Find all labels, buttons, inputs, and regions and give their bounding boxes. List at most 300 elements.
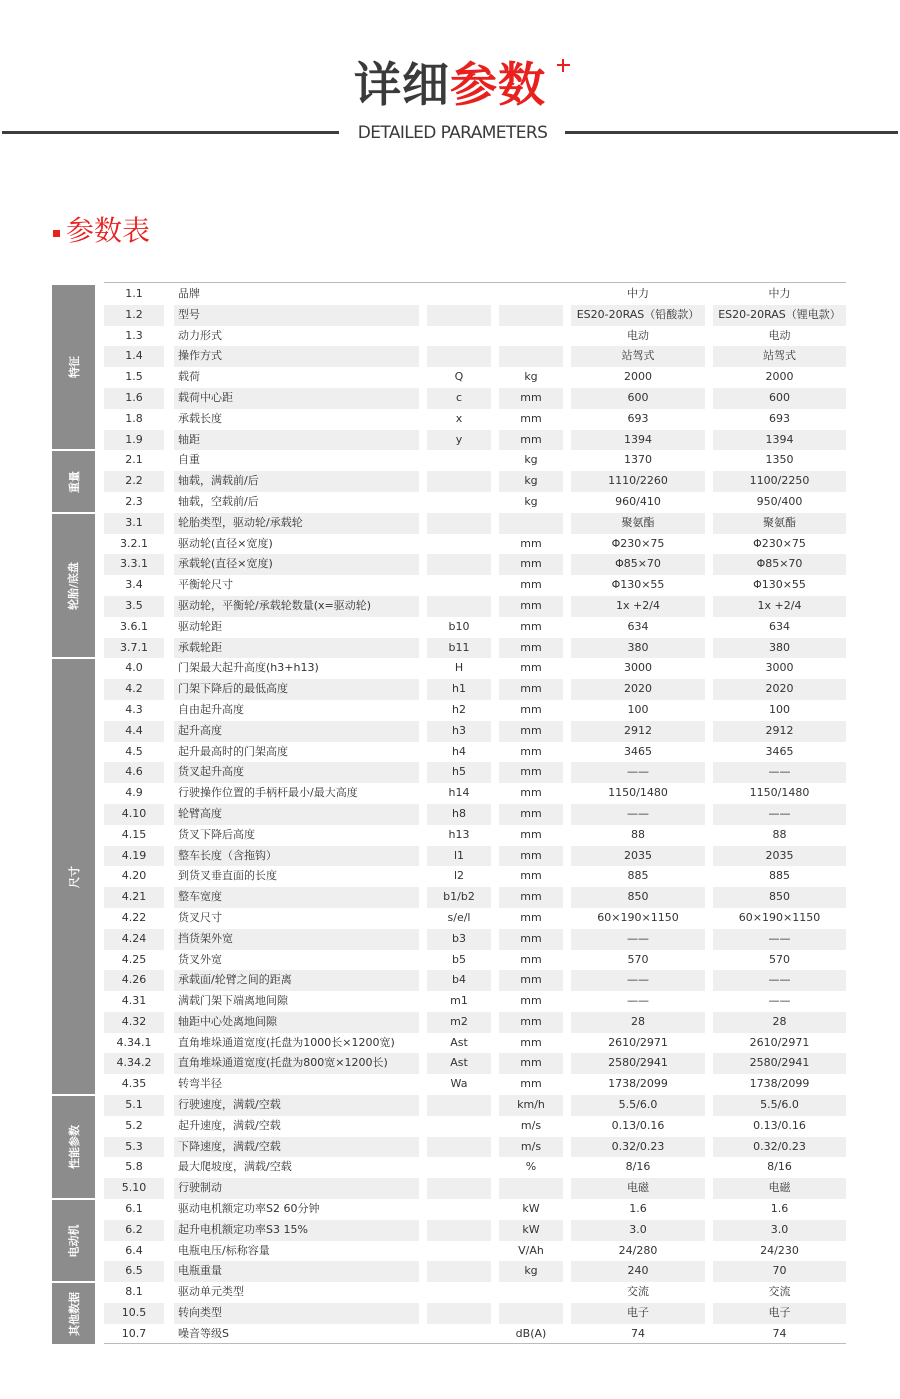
cell-param-name: 直角堆垛通道宽度(托盘为800宽×1200长) <box>174 1053 419 1074</box>
cell-unit: mm <box>499 1053 563 1074</box>
cell-param-name: 驱动电机额定功率S2 60分钟 <box>178 1202 320 1216</box>
cell-unit: kg <box>499 471 563 492</box>
cell-item-no: 4.5 <box>125 744 143 758</box>
category-text: 轮胎/底盘 <box>67 561 81 610</box>
cell-value-lead-acid: 634 <box>627 619 649 633</box>
cell-value-lithium: 8/16 <box>767 1160 792 1174</box>
cell-unit: mm <box>520 1035 542 1049</box>
cell-unit: mm <box>520 411 542 425</box>
cell-param-name: 型号 <box>174 305 419 326</box>
cell-symbol: c <box>427 388 491 409</box>
table-row <box>104 1137 846 1158</box>
cell-unit: mm <box>520 786 542 800</box>
cell-param-name: 轮臂高度 <box>174 804 419 825</box>
cell-item-no: 3.6.1 <box>120 619 148 633</box>
cell-symbol: l2 <box>453 869 465 883</box>
cell-item-no: 4.2 <box>104 679 164 700</box>
category-text: 尺寸 <box>67 865 81 888</box>
table-row <box>104 1074 846 1095</box>
cell-symbol: b10 <box>448 619 470 633</box>
cell-symbol <box>427 1157 491 1178</box>
cell-param-name: 电瓶电压/标称容量 <box>178 1243 270 1257</box>
title-text <box>354 56 546 116</box>
cell-value-lead-acid: 60×190×1150 <box>597 910 679 924</box>
cell-unit <box>499 1303 563 1324</box>
cell-param-name: 驱动轮(直径×宽度) <box>178 536 273 550</box>
page-subtitle: DETAILED PARAMETERS <box>357 123 548 143</box>
table-row <box>104 721 846 742</box>
cell-symbol: h14 <box>448 786 470 800</box>
cell-value-lithium: 950/400 <box>756 494 803 508</box>
cell-value-lithium: 3465 <box>765 744 794 758</box>
cell-value-lithium: —— <box>713 929 846 950</box>
cell-unit: mm <box>499 388 563 409</box>
cell-item-no: 4.26 <box>104 970 164 991</box>
cell-param-name: 驱动轮，平衡轮/承载轮数量(x=驱动轮) <box>174 596 419 617</box>
table-row <box>104 1095 846 1116</box>
cell-unit: V/Ah <box>518 1243 544 1257</box>
cell-item-no: 10.5 <box>104 1303 164 1324</box>
cell-item-no: 4.32 <box>104 1012 164 1033</box>
cell-value-lithium: —— <box>713 970 846 991</box>
table-row <box>104 804 846 825</box>
title-part-red: 参数 <box>450 58 546 113</box>
cell-symbol <box>427 1261 491 1282</box>
cell-item-no: 4.10 <box>104 804 164 825</box>
cell-value-lead-acid: 交流 <box>627 1285 649 1299</box>
cell-param-name: 门架最大起升高度(h3+h13) <box>178 661 319 675</box>
table-row <box>104 950 846 971</box>
cell-param-name: 轴载，空载前/后 <box>178 494 259 508</box>
cell-value-lithium: 3000 <box>765 661 794 675</box>
cell-param-name: 噪音等级S <box>178 1326 229 1340</box>
cell-symbol <box>427 1220 491 1241</box>
cell-symbol: h13 <box>448 827 470 841</box>
cell-symbol: b5 <box>452 952 466 966</box>
cell-value-lead-acid: 聚氨酯 <box>571 513 705 534</box>
cell-value-lithium: 交流 <box>768 1285 791 1299</box>
cell-value-lead-acid: 693 <box>627 411 649 425</box>
cell-symbol: s/e/l <box>447 910 471 924</box>
cell-value-lead-acid: —— <box>571 970 705 991</box>
cell-symbol <box>427 1241 491 1262</box>
cell-unit: mm <box>499 554 563 575</box>
cell-param-name: 整车长度（含拖钩） <box>174 846 419 867</box>
cell-value-lithium: 中力 <box>768 287 791 300</box>
category-text: 电动机 <box>67 1224 81 1258</box>
cell-unit <box>499 284 563 305</box>
cell-unit: m/s <box>499 1137 563 1158</box>
cell-param-name: 承载面/轮臂之间的距离 <box>174 970 419 991</box>
cell-symbol: m1 <box>450 994 468 1008</box>
cell-value-lead-acid: 3000 <box>624 661 652 675</box>
cell-item-no: 1.5 <box>125 370 143 384</box>
cell-value-lead-acid: 2020 <box>571 679 705 700</box>
cell-value-lithium: 380 <box>713 638 846 659</box>
cell-item-no: 5.8 <box>125 1160 143 1174</box>
cell-param-name: 操作方式 <box>174 346 419 367</box>
table-row <box>104 284 846 305</box>
cell-value-lead-acid: 240 <box>571 1261 705 1282</box>
table-row <box>104 554 846 575</box>
divider-right <box>565 131 898 134</box>
cell-param-name: 动力形式 <box>178 328 222 342</box>
cell-value-lead-acid: 5.5/6.0 <box>571 1095 705 1116</box>
cell-param-name: 起升速度，满载/空载 <box>178 1118 281 1132</box>
table-row <box>104 638 846 659</box>
table-row <box>104 367 846 388</box>
cell-value-lithium: 2020 <box>713 679 846 700</box>
cell-unit: mm <box>520 619 542 633</box>
table-row <box>104 1324 846 1345</box>
cell-item-no: 5.1 <box>104 1095 164 1116</box>
table-row <box>104 783 846 804</box>
cell-item-no: 3.1 <box>104 513 164 534</box>
cell-symbol: b4 <box>427 970 491 991</box>
cell-value-lead-acid: 站驾式 <box>571 346 705 367</box>
cell-item-no: 6.2 <box>104 1220 164 1241</box>
table-bottom-border <box>104 1343 846 1344</box>
cell-value-lead-acid: 电动 <box>627 328 649 342</box>
cell-symbol: b3 <box>427 929 491 950</box>
cell-value-lithium: 2912 <box>713 721 846 742</box>
cell-unit: mm <box>520 744 542 758</box>
cell-item-no: 4.34.1 <box>116 1035 152 1049</box>
cell-param-name: 整车宽度 <box>174 887 419 908</box>
cell-param-name: 货叉起升高度 <box>174 762 419 783</box>
cell-symbol: b11 <box>427 638 491 659</box>
cell-param-name: 轮胎类型，驱动轮/承载轮 <box>174 513 419 534</box>
cell-value-lead-acid: Φ230×75 <box>611 536 665 550</box>
cell-value-lead-acid: 600 <box>571 388 705 409</box>
cell-value-lead-acid: 28 <box>571 1012 705 1033</box>
cell-value-lithium: Φ130×55 <box>753 578 806 592</box>
table-row <box>104 1053 846 1074</box>
cell-item-no: 6.1 <box>125 1202 143 1216</box>
cell-value-lithium: 聚氨酯 <box>713 513 846 534</box>
cell-symbol <box>427 284 491 305</box>
cell-symbol <box>427 471 491 492</box>
cell-param-name: 载荷 <box>178 370 200 384</box>
cell-value-lithium: 100 <box>769 702 790 716</box>
cell-unit: mm <box>520 1077 542 1091</box>
cell-item-no: 4.31 <box>121 994 147 1008</box>
cell-param-name: 转弯半径 <box>178 1077 222 1091</box>
cell-item-no: 4.9 <box>125 786 143 800</box>
cell-item-no: 4.25 <box>121 952 147 966</box>
cell-param-name: 驱动轮距 <box>178 619 222 633</box>
cell-value-lithium: 0.32/0.23 <box>713 1137 846 1158</box>
cell-unit: kg <box>499 1261 563 1282</box>
cell-item-no: 2.2 <box>104 471 164 492</box>
cell-value-lead-acid: —— <box>571 804 705 825</box>
cell-unit: mm <box>499 596 563 617</box>
cell-value-lead-acid: 960/410 <box>615 494 661 508</box>
cell-item-no: 1.1 <box>125 287 143 300</box>
cell-param-name: 到货叉垂直面的长度 <box>178 869 277 883</box>
cell-symbol <box>427 1324 491 1345</box>
cell-value-lead-acid: —— <box>571 929 705 950</box>
cell-symbol: x <box>455 411 463 425</box>
cell-unit: dB(A) <box>515 1326 547 1340</box>
table-row <box>104 326 846 347</box>
cell-value-lithium: 850 <box>713 887 846 908</box>
cell-symbol <box>427 305 491 326</box>
table-row <box>104 1199 846 1220</box>
cell-symbol <box>427 1116 491 1137</box>
cell-value-lead-acid: —— <box>627 994 649 1008</box>
cell-unit: mm <box>520 536 542 550</box>
table-row <box>104 1261 846 1282</box>
cell-param-name: 货叉尺寸 <box>178 910 222 924</box>
cell-item-no: 4.22 <box>121 910 147 924</box>
cell-value-lithium: 5.5/6.0 <box>713 1095 846 1116</box>
category-text: 特征 <box>67 356 81 379</box>
cell-value-lithium: 1150/1480 <box>749 786 810 800</box>
cell-param-name: 电瓶重量 <box>174 1261 419 1282</box>
category-label <box>52 659 95 1094</box>
cell-value-lead-acid: Φ85×70 <box>571 554 705 575</box>
cell-item-no: 5.10 <box>104 1178 164 1199</box>
cell-item-no: 3.5 <box>104 596 164 617</box>
cell-value-lead-acid: 1394 <box>571 430 705 451</box>
cell-value-lithium: 60×190×1150 <box>738 910 821 924</box>
cell-value-lithium: 1738/2099 <box>749 1077 810 1091</box>
table-top-border <box>104 282 846 283</box>
cell-value-lead-acid: 电子 <box>571 1303 705 1324</box>
cell-unit: kW <box>499 1220 563 1241</box>
title-part-dark: 详细 <box>354 58 450 113</box>
cell-symbol <box>427 575 491 596</box>
cell-value-lead-acid: 1370 <box>624 453 652 467</box>
cell-symbol: H <box>454 661 464 675</box>
cell-value-lithium: 88 <box>772 827 787 841</box>
cell-symbol <box>427 492 491 513</box>
cell-param-name: 品牌 <box>178 287 200 300</box>
cell-item-no: 6.4 <box>125 1243 143 1257</box>
cell-value-lead-acid: Φ130×55 <box>611 578 665 592</box>
cell-value-lithium: 600 <box>713 388 846 409</box>
cell-value-lead-acid: 1.6 <box>629 1202 647 1216</box>
cell-unit: % <box>525 1160 537 1174</box>
divider-left <box>2 131 339 134</box>
cell-param-name: 自重 <box>178 453 200 467</box>
cell-item-no: 4.6 <box>104 762 164 783</box>
cell-item-no: 3.4 <box>125 578 143 592</box>
cell-item-no: 2.1 <box>125 453 143 467</box>
cell-unit: mm <box>520 578 542 592</box>
category-label <box>52 1283 95 1343</box>
table-row <box>104 513 846 534</box>
cell-value-lead-acid: 100 <box>627 702 649 716</box>
table-row <box>104 1033 846 1054</box>
cell-value-lithium: 2035 <box>713 846 846 867</box>
cell-value-lithium: 1.6 <box>770 1202 789 1216</box>
cell-unit: mm <box>499 887 563 908</box>
cell-unit <box>499 1178 563 1199</box>
cell-unit: mm <box>499 1012 563 1033</box>
cell-symbol <box>427 1199 491 1220</box>
cell-unit: mm <box>499 846 563 867</box>
cell-value-lead-acid: 850 <box>571 887 705 908</box>
table-row <box>104 388 846 409</box>
cell-param-name: 行驶速度，满载/空载 <box>174 1095 419 1116</box>
cell-value-lithium: 634 <box>769 619 790 633</box>
cell-item-no: 1.3 <box>125 328 143 342</box>
cell-value-lithium: 1100/2250 <box>713 471 846 492</box>
cell-symbol <box>427 596 491 617</box>
table-row <box>104 1282 846 1303</box>
category-label <box>52 451 95 511</box>
cell-item-no: 8.1 <box>125 1285 143 1299</box>
cell-unit <box>499 326 563 347</box>
table-row <box>104 742 846 763</box>
category-text: 性能参数 <box>67 1125 81 1170</box>
cell-item-no: 1.2 <box>104 305 164 326</box>
square-bullet-icon <box>53 230 60 237</box>
cell-param-name: 轴载，满载前/后 <box>174 471 419 492</box>
table-row <box>104 658 846 679</box>
cell-value-lithium: 1350 <box>765 453 794 467</box>
table-row <box>104 970 846 991</box>
cell-value-lead-acid: 885 <box>627 869 649 883</box>
cell-value-lithium: 2000 <box>765 370 794 384</box>
table-row <box>104 471 846 492</box>
cell-value-lithium: 1x +2/4 <box>713 596 846 617</box>
cell-item-no: 4.0 <box>125 661 143 675</box>
cell-value-lithium: 885 <box>769 869 790 883</box>
cell-item-no: 6.5 <box>104 1261 164 1282</box>
category-label <box>52 1096 95 1198</box>
cell-value-lithium: 693 <box>769 411 790 425</box>
cell-value-lead-acid: 3465 <box>624 744 652 758</box>
cell-value-lithium: 3.0 <box>713 1220 846 1241</box>
cell-unit: mm <box>520 661 542 675</box>
cell-symbol <box>427 1303 491 1324</box>
cell-value-lead-acid: 电磁 <box>571 1178 705 1199</box>
cell-value-lead-acid: 0.32/0.23 <box>571 1137 705 1158</box>
cell-value-lead-acid: 2912 <box>571 721 705 742</box>
table-row <box>104 1178 846 1199</box>
cell-symbol: Q <box>454 370 464 384</box>
cell-item-no: 5.2 <box>125 1118 143 1132</box>
cell-value-lead-acid: 1110/2260 <box>571 471 705 492</box>
cell-unit: mm <box>520 952 542 966</box>
cell-symbol: Ast <box>450 1035 468 1049</box>
cell-unit: mm <box>499 721 563 742</box>
table-row <box>104 617 846 638</box>
cell-value-lithium: 站驾式 <box>713 346 846 367</box>
cell-item-no: 2.3 <box>125 494 143 508</box>
category-column <box>52 284 95 1343</box>
table-row <box>104 991 846 1012</box>
cell-param-name: 直角堆垛通道宽度(托盘为1000长×1200宽) <box>178 1035 395 1049</box>
table-row <box>104 700 846 721</box>
cell-value-lead-acid: 380 <box>571 638 705 659</box>
cell-unit: mm <box>499 638 563 659</box>
parameter-table <box>104 284 846 1345</box>
cell-value-lithium: 70 <box>713 1261 846 1282</box>
cell-item-no: 4.3 <box>125 702 143 716</box>
table-row <box>104 450 846 471</box>
cell-item-no: 4.4 <box>104 721 164 742</box>
cell-value-lithium: 电磁 <box>713 1178 846 1199</box>
table-row <box>104 1157 846 1178</box>
cell-symbol <box>427 1137 491 1158</box>
cell-item-no: 3.3.1 <box>104 554 164 575</box>
cell-unit: m/s <box>520 1118 542 1132</box>
cell-value-lithium: 24/230 <box>760 1243 799 1257</box>
cell-value-lithium: 电子 <box>713 1303 846 1324</box>
cell-value-lithium: 电动 <box>768 328 791 342</box>
cell-symbol <box>427 1282 491 1303</box>
cell-param-name: 门架下降后的最低高度 <box>174 679 419 700</box>
page-title <box>0 56 900 116</box>
cell-value-lead-acid: 8/16 <box>625 1160 651 1174</box>
cell-param-name: 转向类型 <box>174 1303 419 1324</box>
table-row <box>104 1241 846 1262</box>
cell-item-no: 1.6 <box>104 388 164 409</box>
table-row <box>104 866 846 887</box>
cell-value-lead-acid: 2000 <box>624 370 652 384</box>
cell-item-no: 5.3 <box>104 1137 164 1158</box>
cell-unit <box>499 346 563 367</box>
cell-value-lead-acid: 570 <box>627 952 649 966</box>
table-row <box>104 679 846 700</box>
table-row <box>104 1012 846 1033</box>
cell-unit: mm <box>520 994 542 1008</box>
cell-param-name: 挡货架外宽 <box>174 929 419 950</box>
cell-item-no: 10.7 <box>121 1326 147 1340</box>
cell-value-lithium: Φ230×75 <box>753 536 806 550</box>
cell-item-no: 4.21 <box>104 887 164 908</box>
cell-param-name: 轴距 <box>174 430 419 451</box>
table-row <box>104 346 846 367</box>
cell-symbol: h1 <box>427 679 491 700</box>
cell-unit: kW <box>522 1202 540 1216</box>
cell-unit: mm <box>499 679 563 700</box>
category-text: 重量 <box>67 470 81 493</box>
cell-item-no: 3.2.1 <box>120 536 148 550</box>
table-row <box>104 908 846 929</box>
cell-unit: kg <box>524 453 538 467</box>
table-row <box>104 596 846 617</box>
cell-unit <box>499 1282 563 1303</box>
cell-value-lithium: —— <box>768 994 791 1008</box>
table-row <box>104 1220 846 1241</box>
cell-param-name: 承载长度 <box>178 411 222 425</box>
cell-param-name: 起升高度 <box>174 721 419 742</box>
cell-value-lithium: —— <box>713 762 846 783</box>
cell-param-name: 下降速度，满载/空载 <box>174 1137 419 1158</box>
cell-symbol <box>427 1178 491 1199</box>
cell-value-lithium: 74 <box>772 1326 787 1340</box>
cell-unit <box>499 305 563 326</box>
cell-unit: mm <box>499 970 563 991</box>
table-row <box>104 1303 846 1324</box>
table-row <box>104 430 846 451</box>
cell-value-lithium: Φ85×70 <box>713 554 846 575</box>
cell-symbol <box>427 534 491 555</box>
cell-unit: km/h <box>499 1095 563 1116</box>
cell-item-no: 1.9 <box>104 430 164 451</box>
cell-value-lithium: 2580/2941 <box>713 1053 846 1074</box>
cell-symbol <box>427 1095 491 1116</box>
cell-value-lead-acid: —— <box>571 762 705 783</box>
table-row <box>104 492 846 513</box>
cell-param-name: 驱动单元类型 <box>178 1285 244 1299</box>
category-text: 其他数据 <box>67 1291 81 1336</box>
